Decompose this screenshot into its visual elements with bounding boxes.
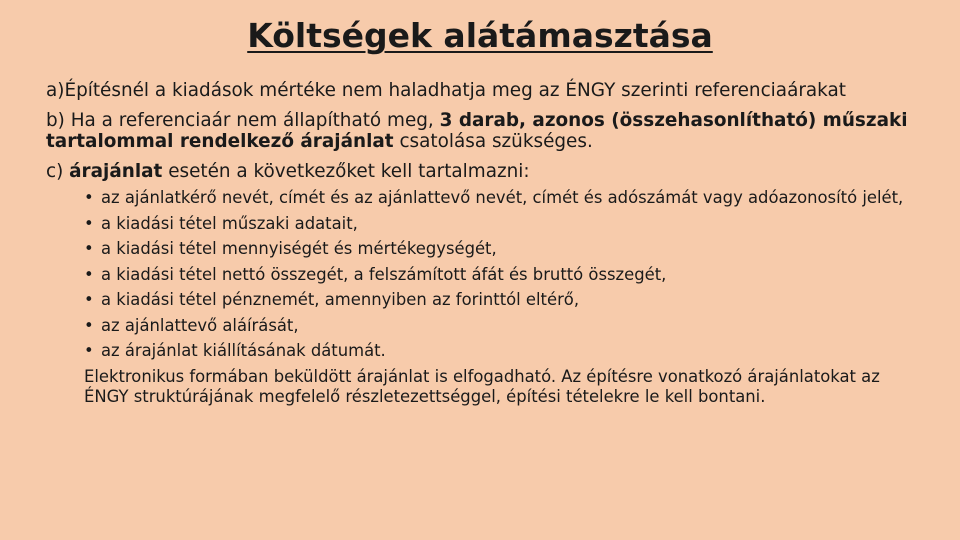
list-item: • az ajánlatkérő nevét, címét és az ajánlattevő nevét, címét és adószámát vagy adóazonosító jelét, [84, 188, 926, 209]
list-item: • a kiadási tétel pénznemét, amennyiben az forinttól eltérő, [84, 290, 926, 311]
paragraph-b-prefix: b) Ha a referenciaár nem állapítható meg, [46, 109, 440, 131]
paragraph-b [46, 110, 926, 153]
paragraph-c-suffix: esetén a következőket kell tartalmazni: [162, 160, 530, 182]
list-item: • a kiadási tétel mennyiségét és mértékegységét, [84, 239, 926, 260]
slide-title [0, 16, 960, 56]
list-item: • a kiadási tétel nettó összegét, a felszámított áfát és bruttó összegét, [84, 265, 926, 286]
paragraph-b-suffix: csatolása szükséges. [393, 131, 593, 152]
paragraph-c-prefix: c) [46, 160, 70, 182]
slide-body [46, 80, 926, 408]
paragraph-a: a)Építésnél a kiadások mértéke nem haladhatja meg az ÉNGY szerinti referenciaárakat [46, 80, 846, 101]
slide-title-text: Költségek alátámasztása [247, 16, 713, 55]
paragraph-c-bold: árajánlat [69, 160, 163, 182]
list-item: • az ajánlattevő aláírását, [84, 316, 926, 337]
requirements-list [46, 188, 926, 362]
paragraph-b-bold: 3 darab, azonos (összehasonlítható) műszaki tartalommal rendelkező árajánlat [46, 109, 908, 152]
closing-paragraph: Elektronikus formában beküldött árajánlat is elfogadható. Az építésre vonatkozó árajánlatokat az ÉNGY struktúrájának megfelelő részletezettséggel, építési tételekre le kell bontani. [84, 366, 880, 406]
paragraph-c [46, 161, 926, 183]
list-item: • az árajánlat kiállításának dátumát. [84, 341, 926, 362]
list-item: • a kiadási tétel műszaki adatait, [84, 214, 926, 235]
